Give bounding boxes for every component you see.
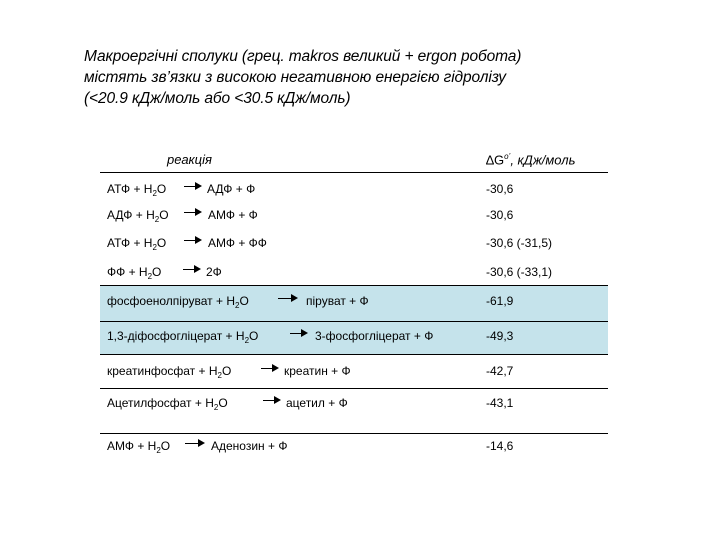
- title-line-2: містять зв’язки з високою негативною енергією гідролізу: [84, 69, 506, 86]
- delta-g-value: -14,6: [486, 439, 514, 453]
- header-dg-symbol: ∆G: [486, 152, 505, 168]
- delta-g-value: -61,9: [486, 294, 514, 308]
- delta-g-value: -49,3: [486, 329, 514, 343]
- reaction-lhs: АТФ + $H_2O$: [107, 236, 167, 252]
- reaction-arrow-icon: [185, 443, 203, 444]
- reaction-arrow-icon: [278, 298, 296, 299]
- table-row: [100, 285, 608, 322]
- delta-g-value: -42,7: [486, 364, 514, 378]
- reaction-rhs: 3-фосфогліцерат + Ф: [315, 329, 434, 343]
- title-line-3: (<20.9 кДж/моль або <30.5 кДж/моль): [84, 90, 351, 107]
- table-row: [100, 434, 608, 468]
- reaction-arrow-icon: [263, 400, 279, 401]
- reaction-lhs: АДФ + $H_2O$: [107, 208, 169, 224]
- reaction-lhs: ФФ + $H_2O$: [107, 265, 162, 281]
- reaction-arrow-icon: [184, 240, 200, 241]
- reaction-lhs: креатинфосфат + $H_2O$: [107, 364, 232, 380]
- delta-g-value: -30,6: [486, 182, 514, 196]
- reaction-arrow-icon: [183, 269, 199, 270]
- delta-g-value: -30,6: [486, 208, 514, 222]
- reaction-rhs: АДФ + Ф: [207, 182, 256, 196]
- reaction-lhs: Ацетилфосфат + $H_2O$: [107, 396, 228, 412]
- header-dg-sup: o’: [504, 152, 511, 161]
- reaction-rhs: АМФ + ФФ: [208, 236, 267, 250]
- reaction-arrow-icon: [261, 368, 277, 369]
- reaction-lhs: АМФ + $H_2O$: [107, 439, 171, 455]
- reaction-arrow-icon: [184, 186, 200, 187]
- table-row: [100, 227, 608, 261]
- delta-g-value: -43,1: [486, 396, 514, 410]
- reaction-rhs: Аденозин + Ф: [211, 439, 288, 453]
- header-reaction: реакція: [167, 152, 212, 167]
- reaction-rhs: ацетил + Ф: [286, 396, 348, 410]
- reaction-lhs: 1,3-діфосфогліцерат + $H_2O$: [107, 329, 259, 345]
- title-line-1: Макроергічні сполуки (грец. makros великий + ergon робота): [84, 48, 522, 65]
- reaction-arrow-icon: [184, 212, 200, 213]
- reaction-rhs: піруват + Ф: [306, 294, 369, 308]
- table-row: [100, 321, 608, 355]
- delta-g-value: -30,6 (-31,5): [486, 236, 553, 250]
- reaction-arrow-icon: [290, 333, 306, 334]
- reaction-rhs: 2Ф: [206, 265, 222, 279]
- reaction-rhs: креатин + Ф: [284, 364, 351, 378]
- table-row: [100, 355, 608, 389]
- reaction-lhs: АТФ + $H_2O$: [107, 182, 167, 198]
- header-dg-unit: , кДж/моль: [510, 152, 576, 168]
- header-divider: [100, 172, 608, 173]
- delta-g-value: -30,6 (-33,1): [486, 265, 553, 279]
- reaction-rhs: АМФ + Ф: [208, 208, 258, 222]
- table-row: [100, 389, 608, 434]
- reaction-lhs: фосфоенолпіруват + $H_2O$: [107, 294, 249, 310]
- slide-title: [84, 46, 684, 109]
- header-delta-g: [486, 152, 575, 167]
